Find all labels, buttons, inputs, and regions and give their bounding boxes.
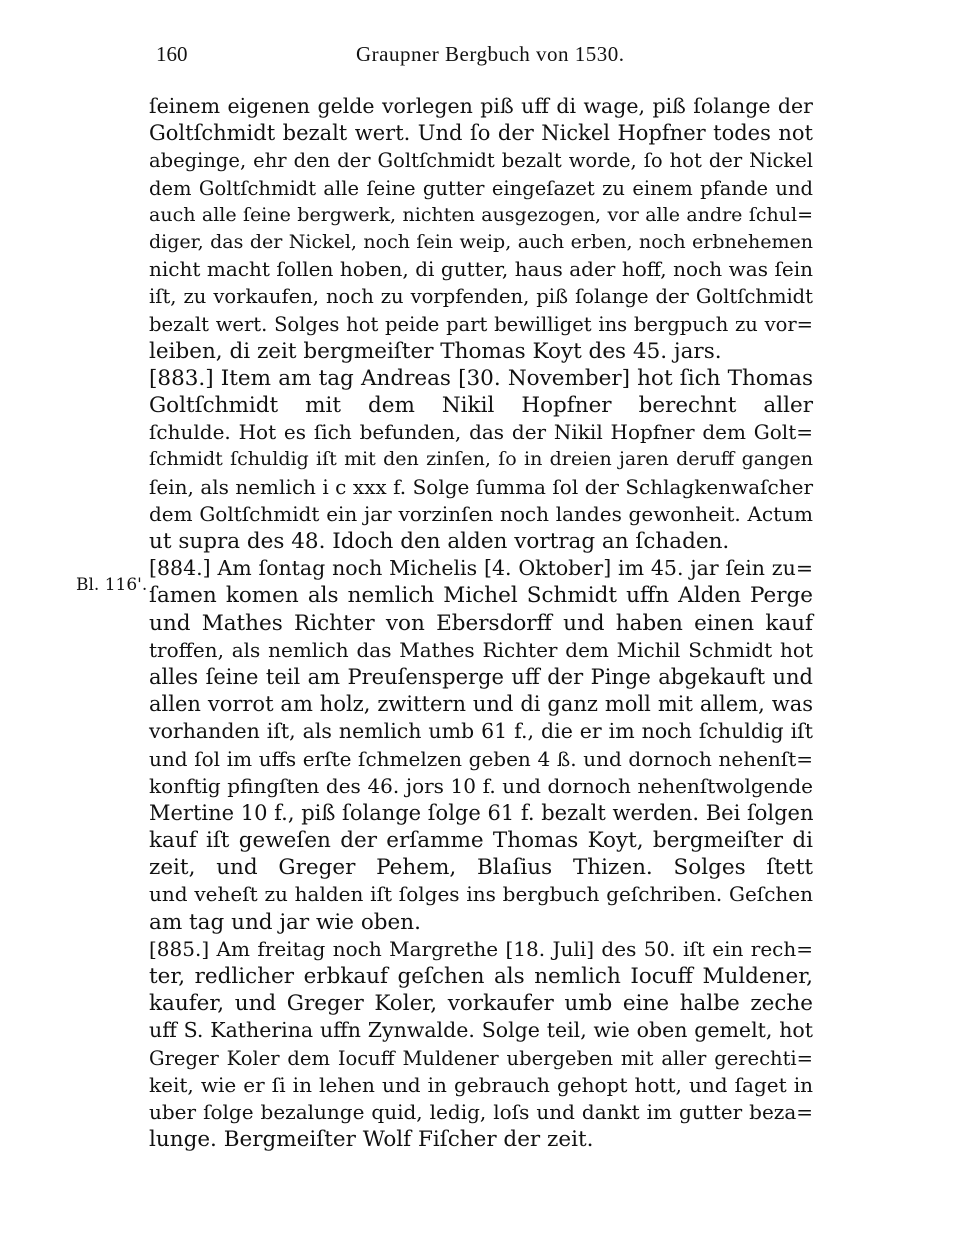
text-line: auch alle ſeine bergwerk, nichten ausgezogen, vor alle andre ſchul= (149, 203, 813, 226)
text-line: ſein, als nemlich i c xxx f. Solge ſumma ſol der Schlagkenwaſcher (149, 474, 813, 499)
text-line: alles ſeine teil am Preuſensperge uff der Pinge abgekauft und (149, 664, 813, 689)
text-body (149, 93, 813, 1153)
text-line: kauf iſt geweſen der erſamme Thomas Koyt, bergmeiſter di (149, 828, 813, 854)
entry-884-line: [884.] Am ſontag noch Michelis [4. Oktober] im 45. jar ſein zu= (149, 556, 813, 581)
text-line: ſchulde. Hot es ſich befunden, das der Nikil Hopfner dem Golt= (149, 420, 813, 445)
text-line: Goltſchmidt mit dem Nikil Hopfner berechnt aller (149, 393, 813, 419)
text-line: Goltſchmidt bezalt wert. Und ſo der Nickel Hopfner todes not (149, 121, 813, 146)
text-line: diger, das der Nickel, noch ſein weip, auch erben, noch erbnehemen (149, 230, 813, 253)
text-line: bezalt wert. Solges hot peide part bewilliget ins bergpuch zu vor= (149, 312, 813, 336)
text-line: uff S. Katherina uffn Zynwalde. Solge teil, wie oben gemelt, hot (149, 1018, 813, 1043)
entry-885-line: [885.] Am freitag noch Margrethe [18. Juli] des 50. iſt ein rech= (149, 936, 813, 961)
text-line: vorhanden iſt, als nemlich umb 61 f., die er im noch ſchuldig iſt (149, 719, 813, 744)
text-line: ſchmidt ſchuldig iſt mit den zinſen, ſo in dreien jaren deruff gangen (149, 448, 813, 471)
page-number: 160 (156, 42, 188, 66)
page-header (148, 42, 812, 72)
text-line: troffen, als nemlich das Mathes Richter dem Michil Schmidt hot (149, 637, 813, 662)
text-line: am tag und jar wie oben. (149, 909, 421, 935)
text-line: leiben, di zeit bergmeiſter Thomas Koyt des 45. jars. (149, 338, 722, 364)
text-line: uber ſolge bezalunge quid, ledig, loſs und dankt im gutter beza= (149, 1099, 813, 1124)
text-line: nicht macht ſollen hoben, di gutter, haus ader hoff, noch was ſein (149, 257, 813, 282)
text-line: und ſol im uffs erſte ſchmelzen geben 4 ß. und dornoch nehenſt= (149, 746, 813, 771)
text-line: dem Goltſchmidt alle ſeine gutter eingeſazet zu einem pfande und (149, 176, 813, 200)
margin-note-folio: Bl. 116'. (76, 575, 148, 595)
text-line: keit, wie er ſi in lehen und in gebrauch gehopt hott, und ſaget in (149, 1072, 813, 1097)
running-title: Graupner Bergbuch von 1530. (356, 42, 625, 66)
text-line: lunge. Bergmeiſter Wolf Fiſcher der zeit. (149, 1127, 594, 1153)
text-line: iſt, zu vorkaufen, noch zu vorpfenden, piß ſolange der Goltſchmidt (149, 285, 813, 309)
text-line: zeit, und Greger Pehem, Blaſius Thizen. Solges ſtett (149, 855, 813, 881)
text-line: abeginge, ehr den der Goltſchmidt bezalt worde, ſo hot der Nickel (149, 149, 813, 173)
text-line: ſamen komen als nemlich Michel Schmidt uffn Alden Perge (149, 583, 813, 609)
text-line: Greger Koler dem Iocuff Muldener ubergeben mit aller gerechti= (149, 1046, 813, 1070)
entry-883-line: [883.] Item am tag Andreas [30. November] hot ſich Thomas (149, 365, 813, 391)
text-line: konftig pfingſten des 46. jors 10 f. und dornoch nehenſtwolgende (149, 773, 813, 798)
text-line: Mertine 10 f., piß ſolange ſolge 61 f. bezalt werden. Bei ſolgen (149, 800, 814, 825)
text-line: und Mathes Richter von Ebersdorff und haben einen kauf (149, 610, 813, 636)
text-line: ſeinem eigenen gelde vorlegen piß uff di wage, piß ſolange der (149, 94, 813, 118)
text-line: ter, redlicher erbkauf geſchen als nemlich Iocuff Muldener, (149, 964, 813, 989)
text-line: dem Goltſchmidt ein jar vorzinſen noch landes gewonheit. Actum (149, 501, 813, 526)
text-line: ut supra des 48. Idoch den alden vortrag an ſchaden. (149, 529, 730, 554)
text-line: und veheſt zu halden iſt ſolges ins bergbuch geſchriben. Geſchen (149, 882, 813, 907)
text-line: allen vorrot am holz, zwittern und di ganz moll mit allem, was (149, 692, 813, 717)
text-line: kaufer, und Greger Koler, vorkaufer umb eine halbe zeche (149, 991, 813, 1017)
